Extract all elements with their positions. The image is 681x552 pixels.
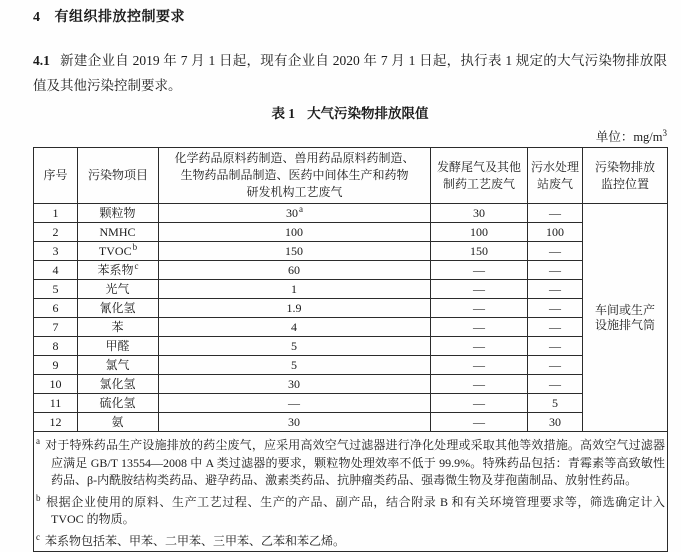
- col-header-no: 序号: [34, 148, 78, 204]
- cell-no: 1: [34, 204, 78, 223]
- cell-chem-limit: 150: [159, 242, 431, 261]
- cell-ferment-limit: —: [431, 394, 528, 413]
- cell-ferment-limit: 30: [431, 204, 528, 223]
- footnotes-row: [34, 432, 668, 552]
- cell-chem-limit: 1: [159, 280, 431, 299]
- cell-ferment-limit: —: [431, 318, 528, 337]
- col-header-chem-pharma: 化学药品原料药制造、兽用药品原料药制造、 生物药品制品制造、医药中间体生产和药物 研发机构工艺废气: [159, 148, 431, 204]
- cell-chem-limit: 60: [159, 261, 431, 280]
- table-row: [34, 204, 668, 223]
- section-title: 有组织排放控制要求: [54, 10, 185, 25]
- table-row: [34, 299, 668, 318]
- cell-wastewater-limit: 5: [528, 394, 583, 413]
- cell-no: 9: [34, 356, 78, 375]
- table-row: [34, 375, 668, 394]
- footnotes-cell: [34, 432, 668, 552]
- unit-label: 单位：$mg/m^3$: [595, 128, 667, 145]
- table-row: [34, 413, 668, 432]
- cell-pollutant: 氨: [78, 413, 159, 432]
- section-number: 4: [33, 10, 41, 25]
- emission-limits-table: [33, 147, 668, 552]
- table-row: [34, 261, 668, 280]
- col-header-wastewater: 污水处理 站废气: [528, 148, 583, 204]
- unit-superscript: 3: [662, 128, 667, 138]
- cell-no: 12: [34, 413, 78, 432]
- cell-pollutant: 苯系物$^c$: [78, 261, 159, 280]
- table-row: [34, 356, 668, 375]
- clause-4-1: [33, 48, 667, 98]
- cell-ferment-limit: —: [431, 280, 528, 299]
- cell-chem-limit: 30: [159, 375, 431, 394]
- cell-pollutant: 光气: [78, 280, 159, 299]
- cell-pollutant: 氯气: [78, 356, 159, 375]
- footnote-marker-a: a: [36, 436, 40, 447]
- footnote-c-text: 苯系物包括苯、甲苯、二甲苯、三甲苯、乙苯和苯乙烯。: [45, 533, 346, 548]
- cell-monitor-location: 车间或生产 设施排气筒: [583, 204, 668, 432]
- clause-text: 新建企业自 2019 年 7 月 1 日起，现有企业自 2020 年 7 月 1 日起，执行表 1 规定的大气污染物排放限值及其他污染控制要求。: [33, 53, 667, 93]
- cell-chem-limit: 5: [159, 337, 431, 356]
- cell-pollutant: 甲醛: [78, 337, 159, 356]
- table-row: [34, 318, 668, 337]
- clause-number: 4.1: [33, 53, 50, 68]
- cell-no: 10: [34, 375, 78, 394]
- cell-pollutant: 氯化氢: [78, 375, 159, 394]
- cell-no: 4: [34, 261, 78, 280]
- cell-ferment-limit: 150: [431, 242, 528, 261]
- cell-no: 7: [34, 318, 78, 337]
- table-header: [34, 148, 668, 204]
- cell-pollutant: 硫化氢: [78, 394, 159, 413]
- cell-chem-limit: 5: [159, 356, 431, 375]
- table-caption-label: 表 1: [271, 106, 296, 121]
- table-row: [34, 280, 668, 299]
- footnote-marker-b: b: [36, 492, 41, 503]
- cell-pollutant: TVOC$^b$: [78, 242, 159, 261]
- cell-wastewater-limit: —: [528, 318, 583, 337]
- cell-ferment-limit: 100: [431, 223, 528, 242]
- cell-chem-limit: 30: [159, 413, 431, 432]
- cell-wastewater-limit: —: [528, 356, 583, 375]
- cell-ferment-limit: —: [431, 413, 528, 432]
- cell-chem-limit: 1.9: [159, 299, 431, 318]
- table-row: [34, 223, 668, 242]
- table-row: [34, 337, 668, 356]
- cell-pollutant: NMHC: [78, 223, 159, 242]
- cell-chem-limit: —: [159, 394, 431, 413]
- cell-pollutant: 苯: [78, 318, 159, 337]
- cell-pollutant: 颗粒物: [78, 204, 159, 223]
- footnote-c: [36, 529, 665, 551]
- cell-chem-limit: 30$^a$: [159, 204, 431, 223]
- table-body: [34, 204, 668, 552]
- cell-wastewater-limit: —: [528, 299, 583, 318]
- footnote-a-text: 对于特殊药品生产设施排放的药尘废气，应采用高效空气过滤器进行净化处理或采取其他等效措施。高效空气过滤器应满足 GB/T 13554—2008 中 A 类过滤器的要求，颗粒物处理效率不低于 99.9%。特殊药品包括：青霉素等高致敏性药品、β-内酰胺结构类药品、避孕药品、激素类药品、抗肿瘤类药品、强毒微生物及芽孢菌制品、放射性药品。: [45, 438, 665, 488]
- cell-wastewater-limit: —: [528, 261, 583, 280]
- cell-wastewater-limit: —: [528, 375, 583, 394]
- cell-no: 6: [34, 299, 78, 318]
- cell-no: 2: [34, 223, 78, 242]
- cell-chem-limit: 100: [159, 223, 431, 242]
- table-caption: [33, 105, 667, 123]
- section-heading: [33, 10, 667, 26]
- cell-ferment-limit: —: [431, 261, 528, 280]
- cell-wastewater-limit: 30: [528, 413, 583, 432]
- cell-no: 11: [34, 394, 78, 413]
- cell-wastewater-limit: 100: [528, 223, 583, 242]
- cell-wastewater-limit: —: [528, 280, 583, 299]
- table-caption-title: 大气污染物排放限值: [307, 106, 429, 121]
- cell-wastewater-limit: —: [528, 204, 583, 223]
- footnote-marker-c: c: [36, 531, 40, 542]
- table-row: [34, 242, 668, 261]
- cell-wastewater-limit: —: [528, 242, 583, 261]
- cell-no: 8: [34, 337, 78, 356]
- cell-wastewater-limit: —: [528, 337, 583, 356]
- cell-no: 3: [34, 242, 78, 261]
- cell-no: 5: [34, 280, 78, 299]
- table-row: [34, 394, 668, 413]
- col-header-pollutant: 污染物项目: [78, 148, 159, 204]
- cell-ferment-limit: —: [431, 375, 528, 394]
- footnote-b: [36, 490, 665, 529]
- cell-chem-limit: 4: [159, 318, 431, 337]
- col-header-fermentation: 发酵尾气及其他 制药工艺废气: [431, 148, 528, 204]
- cell-ferment-limit: —: [431, 299, 528, 318]
- cell-pollutant: 氰化氢: [78, 299, 159, 318]
- cell-ferment-limit: —: [431, 356, 528, 375]
- col-header-monitor-location: 污染物排放 监控位置: [583, 148, 668, 204]
- footnote-a: [36, 433, 665, 490]
- cell-ferment-limit: —: [431, 337, 528, 356]
- footnote-b-text: 根据企业使用的原料、生产工艺过程、生产的产品、副产品，结合附录 B 和有关环境管理要求等，筛选确定计入 TVOC 的物质。: [45, 494, 665, 527]
